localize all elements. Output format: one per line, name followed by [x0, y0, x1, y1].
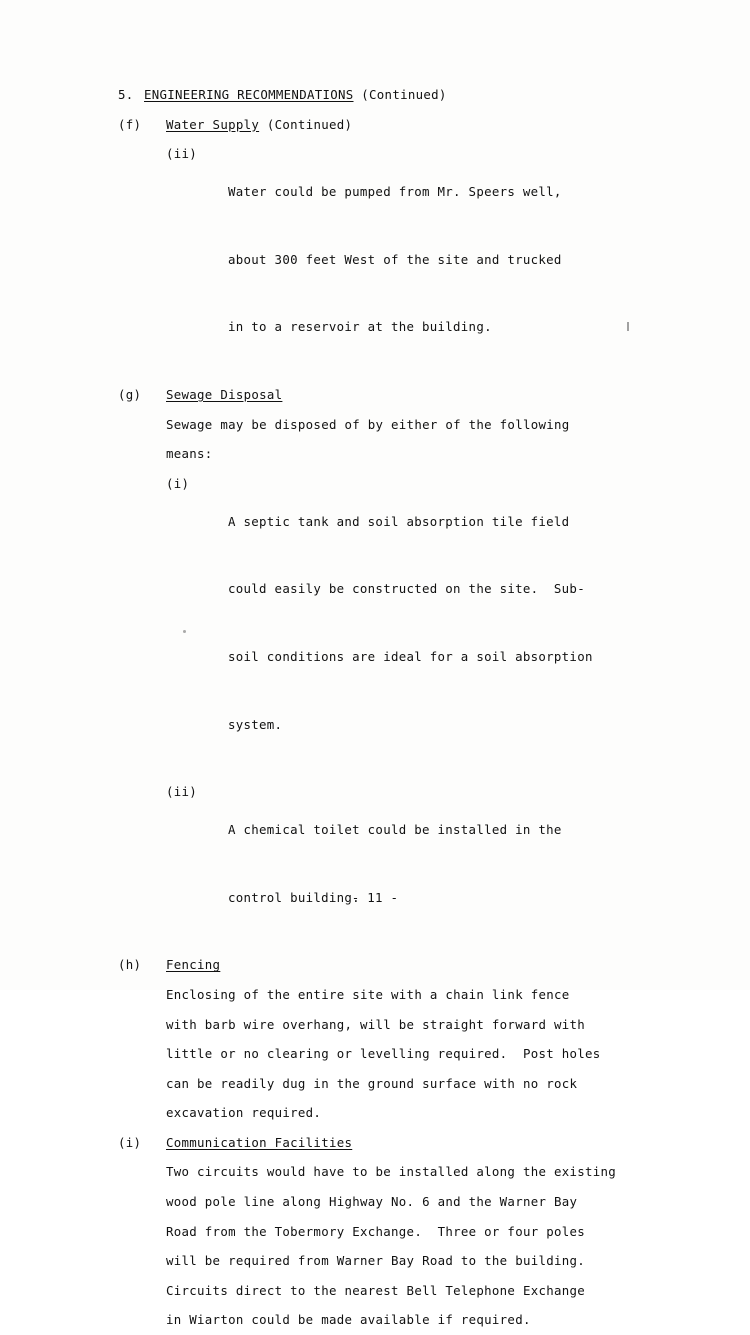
- text-line: in Wiarton could be made available if required.: [166, 1312, 531, 1328]
- subitem-marker-g-ii: (ii): [166, 784, 198, 800]
- stray-pen-mark: [627, 322, 629, 331]
- item-title-g: Sewage Disposal: [166, 386, 283, 402]
- text-line: A septic tank and soil absorption tile field: [228, 513, 570, 529]
- page-number: - 11 -: [351, 890, 399, 905]
- section-heading-text: [144, 80, 688, 110]
- item-paragraph-i: [166, 1157, 688, 1335]
- section-heading: [118, 80, 688, 110]
- text-line: A chemical toilet could be installed in the: [228, 822, 562, 838]
- item-marker-h: (h): [118, 957, 142, 973]
- section-continued: (Continued): [361, 87, 447, 102]
- item-heading-g: [118, 380, 688, 410]
- item-marker-i: (i): [118, 1134, 142, 1150]
- text-line: little or no clearing or levelling required. Post holes: [166, 1046, 601, 1062]
- item-heading-h: [118, 950, 688, 980]
- item-marker-g: (g): [118, 386, 142, 402]
- section-title: ENGINEERING RECOMMENDATIONS: [144, 87, 354, 102]
- item-paragraph-h: [166, 980, 688, 1128]
- subitem-g-i: [166, 469, 688, 777]
- item-heading-text-h: [166, 950, 688, 980]
- text-line: Enclosing of the entire site with a chain link fence: [166, 986, 570, 1002]
- text-line: will be required from Warner Bay Road to the building.: [166, 1253, 586, 1269]
- text-line: could easily be constructed on the site. Sub-: [228, 581, 585, 597]
- text-line: wood pole line along Highway No. 6 and the Warner Bay: [166, 1194, 578, 1210]
- item-continued-f: (Continued): [266, 116, 353, 132]
- item-title-f: Water Supply: [166, 116, 260, 132]
- page-content: [118, 80, 688, 1335]
- text-line: system.: [228, 716, 283, 732]
- text-line: can be readily dug in the ground surface with no rock: [166, 1075, 578, 1091]
- text-line: Circuits direct to the nearest Bell Telephone Exchange: [166, 1282, 586, 1298]
- subitem-marker-g-i: (i): [166, 475, 190, 491]
- item-heading-text-f: [166, 110, 688, 140]
- subitem-marker-f-ii: (ii): [166, 146, 198, 162]
- text-line: with barb wire overhang, will be straight forward with: [166, 1016, 586, 1032]
- subitem-body-f-ii: [228, 139, 688, 380]
- subitem-f-ii: [166, 139, 688, 380]
- text-line: Water could be pumped from Mr. Speers well,: [228, 184, 562, 200]
- text-line: in to a reservoir at the building.: [228, 319, 492, 335]
- item-title-i: Communication Facilities: [166, 1134, 353, 1150]
- text-line: Sewage may be disposed of by either of the following: [166, 416, 570, 432]
- text-line: soil conditions are ideal for a soil absorption: [228, 648, 593, 664]
- subitem-body-g-i: [228, 469, 688, 777]
- text-line: Two circuits would have to be installed along the existing: [166, 1164, 617, 1180]
- subitem-g-ii: [166, 777, 688, 950]
- text-line: control building.: [228, 889, 360, 905]
- text-line: about 300 feet West of the site and trucked: [228, 251, 562, 267]
- item-marker-f: (f): [118, 116, 142, 132]
- text-line: means:: [166, 446, 213, 462]
- item-heading-f: [118, 110, 688, 140]
- text-line: excavation required.: [166, 1105, 322, 1121]
- section-marker: 5.: [118, 87, 134, 102]
- item-title-h: Fencing: [166, 957, 221, 973]
- text-line: Road from the Tobermory Exchange. Three or four poles: [166, 1223, 586, 1239]
- item-heading-text-i: [166, 1128, 688, 1158]
- item-heading-i: [118, 1128, 688, 1158]
- item-heading-text-g: [166, 380, 688, 410]
- stray-ink-dot: [183, 630, 186, 633]
- item-paragraph-g: [166, 410, 688, 469]
- subitem-body-g-ii: [228, 777, 688, 950]
